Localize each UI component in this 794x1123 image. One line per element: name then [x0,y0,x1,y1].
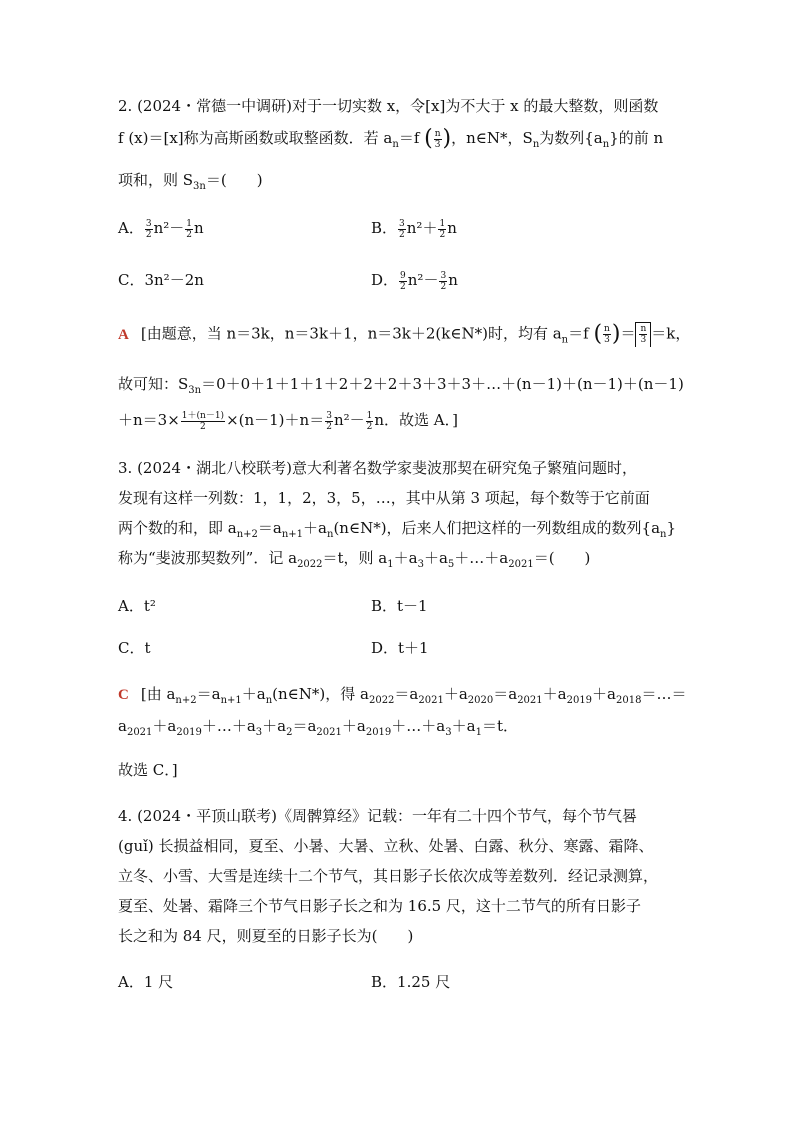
q4-option-b: B．1.25 尺 [371,973,451,991]
q3-option-c: C．t [118,639,151,657]
q3-solution-line3: 故选 C．] [118,761,178,779]
q3-answer-letter: C [118,687,129,703]
q3-line3: 两个数的和，即 $a_{n+2}=a_{n+1}+a_n(n\in N*)$，后来人们把这样的一列数组成的数列$\{a_n\}$ [118,519,677,540]
q3-line2: 发现有这样一列数：1，1，2，3，5，…，其中从第 3 项起，每个数等于它前面 [118,489,650,507]
q2-solution-line3: ＋n＝3× $\frac{1+(n-1)}{2}$ ×(n－1)＋n＝ $\frac{3}{2}$ n²－ $\frac{1}{2}$ n．故选 A．] [118,410,458,432]
q4-line5: 长之和为 84 尺，则夏至的日影子长为( ) [118,927,414,945]
q4-line3: 立冬、小雪、大雪是连续十二个节气，其日影子长依次成等差数列．经记录测算， [118,867,659,885]
q4-line2: (guǐ) 长损益相同，夏至、小暑、大暑、立秋、处暑、白露、秋分、寒露、霜降、 [118,837,654,855]
q2-option-a: A． $\frac{3}{2}$ n²－ $\frac{1}{2}$ n [118,218,204,240]
q3-line1: 3. (2024・湖北八校联考)意大利著名数学家斐波那契在研究兔子繁殖问题时， [118,459,637,477]
q2-option-d: D． $\frac{9}{2}$ n²－ $\frac{3}{2}$ n [371,270,458,292]
q4-line4: 夏至、处暑、霜降三个节气日影子长之和为 16.5 尺，这十二节气的所有日影子 [118,897,641,915]
q4-line1: 4. (2024・平顶山联考)《周髀算经》记载：一年有二十四个节气，每个节气晷 [118,807,637,825]
q3-solution-line1: C [由 $a_{n+2}=a_{n+1}+a_n(n\in N*)$，得 $a_{2022}=a_{2021}+a_{2020}=a_{2021}+a_{2019}+a_{2018}=\dots=$ [118,685,687,706]
q3-option-a: A．t² [118,597,156,615]
q2-line2: f (x)＝[x]称为高斯函数或取整函数．若 $a_n=f$ ( $\frac{n}{3}$ )，n∈N*，$S_n$为数列$\{a_n\}$的前 n [118,126,664,151]
q3-option-b: B．t－1 [371,597,428,615]
q2-line1: 2. (2024・常德一中调研)对于一切实数 x，令[x]为不大于 x 的最大整数，则函数 [118,97,659,115]
q3-option-d: D．t＋1 [371,639,429,657]
q2-answer-letter: A [118,326,129,343]
q2-solution-line2: 故可知：$S_{3n}=0+0+1+1+1+2+2+2+3+3+3+\dots+(n-1)+(n-1)+(n-1)$ [118,375,684,396]
q3-solution-line2: $a_{2021}+a_{2019}+\dots+a_3+a_2=a_{2021}+a_{2019}+\dots+a_3+a_1=t$． [118,717,518,738]
q2-option-c: C．3n²－2n [118,271,204,289]
q4-option-a: A．1 尺 [118,973,174,991]
q2-line3: 项和，则 $S_{3n}=$( ) [118,171,263,192]
q2-solution-line1: A [由题意，当 n＝3k，n＝3k＋1，n＝3k＋2(k∈N*)时，均有 $a_n=f$ ( $\frac{n}{3}$ )＝ $\frac{n}{3}$ ＝k， [118,321,691,347]
q2-option-b: B． $\frac{3}{2}$ n²＋ $\frac{1}{2}$ n [371,218,457,240]
q3-line4: 称为“斐波那契数列”．记 $a_{2022}=t$，则 $a_1+a_3+a_5+\dots+a_{2021}=$( ) [118,549,591,570]
